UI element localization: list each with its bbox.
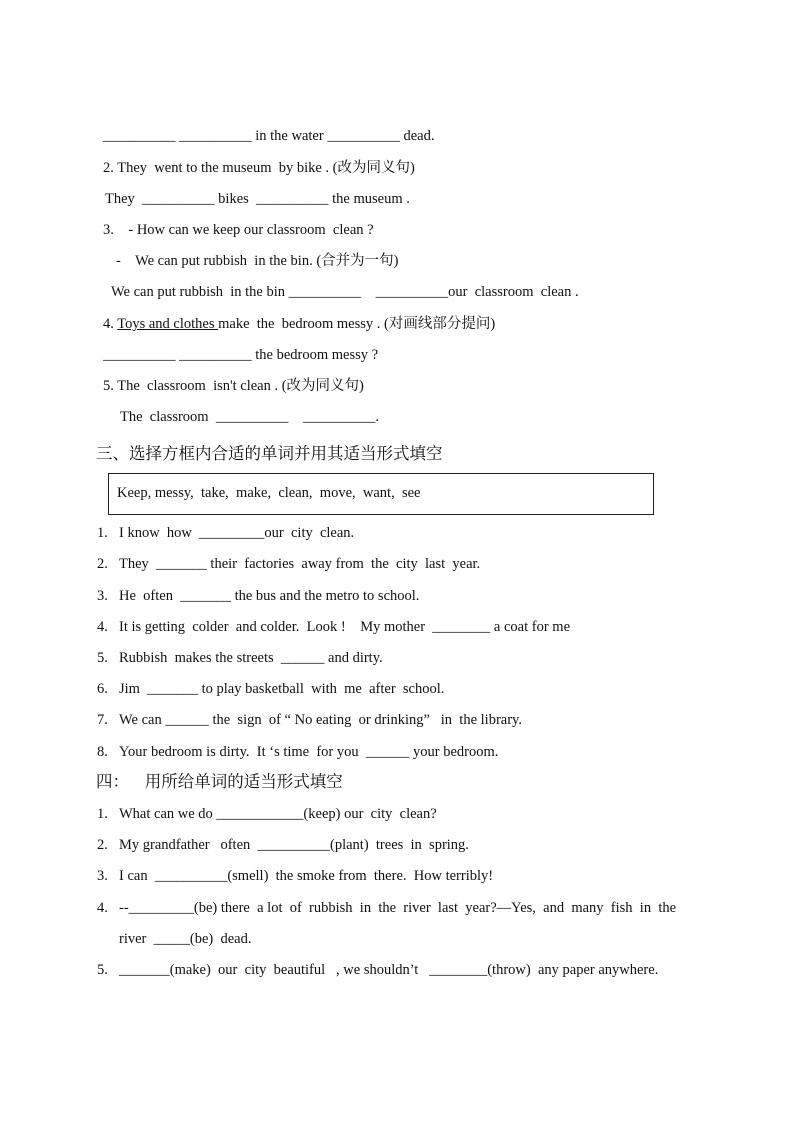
s3-item-1 [97,523,354,543]
item-text: Rubbish makes the streets ______ and dirty. [119,650,383,666]
item-text: river _____(be) dead. [119,931,252,947]
s2-question-4-rest: make the bedroom messy . (对画线部分提问) [218,316,496,332]
s3-item-3 [97,586,419,606]
s2-question-2: 2. They went to the museum by bike . (改为同义句) [103,160,415,176]
s4-item-1 [97,804,437,824]
s4-item-5 [97,960,658,980]
s2-question-4-underlined: Toys and clothes [117,316,219,332]
s2-line-1: __________ __________ in the water __________ dead. [103,128,435,144]
s3-item-4 [97,617,570,637]
section-4-heading: 四： 用所给单词的适当形式填空 [96,772,343,791]
s2-answer-2: They __________ bikes __________ the museum . [105,191,410,207]
item-text: Your bedroom is dirty. It ‘s time for you ______ your bedroom. [119,744,499,760]
s2-question-3b: - We can put rubbish in the bin. (合并为一句) [116,253,399,269]
s2-question-3: 3. - How can we keep our classroom clean ? [103,222,374,238]
s4-item-3 [97,866,493,886]
item-number: 8. [97,744,108,760]
s3-item-8 [97,742,498,762]
item-text: It is getting colder and colder. Look ! My mother ________ a coat for me [119,619,571,635]
s2-question-4 [103,314,495,334]
item-number: 7. [97,712,108,728]
item-number: 2. [97,837,108,853]
item-number: 6. [97,681,108,697]
s2-answer-5: The classroom __________ __________. [120,409,379,425]
section-3-heading: 三、选择方框内合适的单词并用其适当形式填空 [96,444,443,463]
item-number: 3. [97,868,108,884]
item-number: 4. [97,900,108,916]
item-text: They _______ their factories away from the city last year. [119,556,481,572]
item-number: 2. [97,556,108,572]
item-text: We can ______ the sign of “ No eating or drinking” in the library. [119,712,522,728]
s3-item-7 [97,710,522,730]
s3-item-6 [97,679,444,699]
item-text: He often _______ the bus and the metro to school. [119,588,420,604]
item-number: 5. [97,962,108,978]
s2-answer-4: __________ __________ the bedroom messy ? [103,347,379,363]
word-box [108,473,654,515]
item-text: I know how _________our city clean. [119,525,355,541]
s4-item-4-cont [97,929,251,949]
item-number: 1. [97,806,108,822]
item-text: What can we do ____________(keep) our city clean? [119,806,437,822]
word-box-text: Keep, messy, take, make, clean, move, want, see [117,485,421,501]
item-number: 5. [97,650,108,666]
item-number: 3. [97,588,108,604]
s2-question-5: 5. The classroom isn't clean . (改为同义句) [103,378,364,394]
item-text: I can __________(smell) the smoke from there. How terribly! [119,868,494,884]
item-text: My grandfather often __________(plant) trees in spring. [119,837,469,853]
item-number: 4. [97,619,108,635]
s4-item-2 [97,835,469,855]
item-text: --_________(be) there a lot of rubbish in the river last year?—Yes, and many fish in the [119,900,677,916]
item-text: Jim _______ to play basketball with me after school. [119,681,445,697]
s3-item-5 [97,648,383,668]
s3-item-2 [97,554,480,574]
item-text: _______(make) our city beautiful , we shouldn’t ________(throw) any paper anywhere. [119,962,659,978]
s2-question-4-num: 4. [103,316,118,332]
item-number: 1. [97,525,108,541]
s2-answer-3: We can put rubbish in the bin __________ __________our classroom clean . [111,284,579,300]
s4-item-4 [97,898,676,918]
